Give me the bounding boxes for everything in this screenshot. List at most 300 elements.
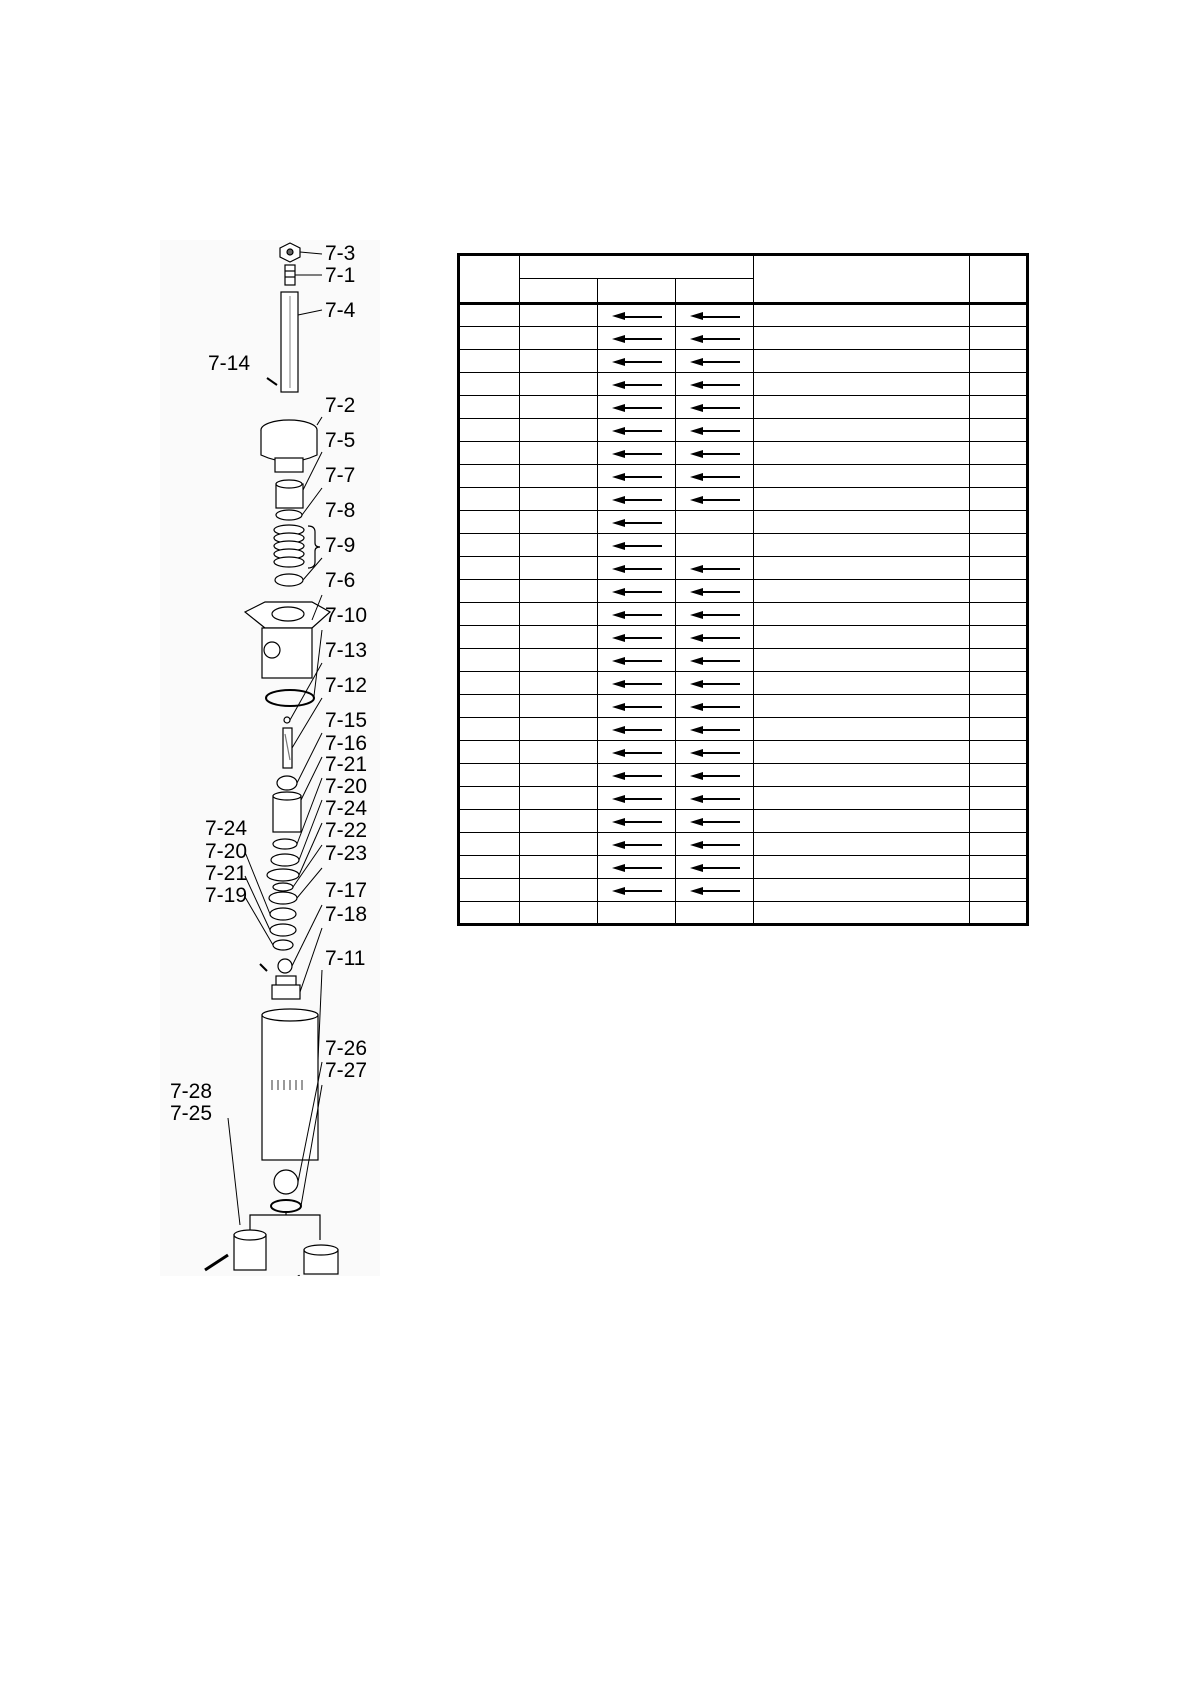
- left-arrow-icon: [690, 611, 740, 620]
- cell-col2: [519, 649, 597, 672]
- callout-label: 7-19: [205, 884, 248, 907]
- cell-col1: [459, 396, 520, 419]
- cell-col4: [676, 741, 754, 764]
- left-arrow-icon: [612, 772, 662, 781]
- callout-label: 7-18: [325, 903, 368, 926]
- cell-col3: [598, 396, 676, 419]
- table-row: [459, 810, 1028, 833]
- callout-label: 7-10: [325, 604, 368, 627]
- table-row: [459, 327, 1028, 350]
- ring-7-23: [269, 892, 297, 904]
- cell-col2: [519, 465, 597, 488]
- left-arrow-icon: [690, 749, 740, 758]
- cell-col1: [459, 488, 520, 511]
- exploded-parts-diagram: [160, 240, 380, 1276]
- cell-col2: [519, 534, 597, 557]
- callout-label: 7-6: [325, 569, 356, 592]
- cell-col4: [676, 695, 754, 718]
- callout-label: 7-17: [325, 879, 368, 902]
- cell-qty: [970, 833, 1028, 856]
- left-arrow-icon: [690, 496, 740, 505]
- left-arrow-icon: [612, 680, 662, 689]
- table-row: [459, 350, 1028, 373]
- header-sub3: [676, 279, 754, 304]
- left-arrow-icon: [690, 427, 740, 436]
- cell-col2: [519, 557, 597, 580]
- left-arrow-icon: [690, 358, 740, 367]
- cell-qty: [970, 511, 1028, 534]
- cell-col3: [598, 557, 676, 580]
- cell-description: [754, 810, 970, 833]
- cell-col4: [676, 419, 754, 442]
- cell-qty: [970, 304, 1028, 327]
- callout-label: 7-8: [325, 499, 356, 522]
- cell-qty: [970, 856, 1028, 879]
- header-sub2: [598, 279, 676, 304]
- cell-qty: [970, 902, 1028, 925]
- cell-col2: [519, 327, 597, 350]
- cell-col2: [519, 741, 597, 764]
- cell-col1: [459, 327, 520, 350]
- callout-label: 7-22: [325, 819, 368, 842]
- cell-col3: [598, 718, 676, 741]
- cell-col2: [519, 304, 597, 327]
- cell-col3: [598, 902, 676, 925]
- cell-col4: [676, 810, 754, 833]
- header-col1: [459, 255, 520, 304]
- cell-col4: [676, 534, 754, 557]
- cell-col1: [459, 879, 520, 902]
- left-arrow-icon: [612, 726, 662, 735]
- table-header-row-top: [459, 255, 1028, 279]
- cell-qty: [970, 810, 1028, 833]
- left-arrow-icon: [690, 565, 740, 574]
- left-arrow-icon: [612, 381, 662, 390]
- cap-thread: [275, 458, 303, 472]
- ring-7-20b: [270, 924, 296, 936]
- header-description: [754, 255, 970, 304]
- cell-col2: [519, 856, 597, 879]
- left-arrow-icon: [612, 611, 662, 620]
- table-row: [459, 718, 1028, 741]
- left-arrow-icon: [690, 703, 740, 712]
- callout-label: 7-16: [325, 732, 368, 755]
- cell-col1: [459, 580, 520, 603]
- cell-description: [754, 695, 970, 718]
- cell-col1: [459, 718, 520, 741]
- cell-description: [754, 488, 970, 511]
- table-body: [459, 304, 1028, 925]
- cell-col3: [598, 419, 676, 442]
- ring-7-24b: [270, 908, 296, 920]
- callout-label: 7-13: [325, 639, 368, 662]
- table-row: [459, 902, 1028, 925]
- callout-label: 7-11: [325, 947, 366, 970]
- callout-label: 7-27: [325, 1059, 368, 1082]
- callout-label: 7-3: [325, 242, 356, 265]
- cell-col2: [519, 810, 597, 833]
- washer-part: [276, 510, 302, 520]
- cell-col4: [676, 879, 754, 902]
- cell-col1: [459, 626, 520, 649]
- cell-col1: [459, 672, 520, 695]
- cell-col3: [598, 695, 676, 718]
- header-group: [519, 255, 753, 279]
- table-row: [459, 419, 1028, 442]
- cell-col1: [459, 534, 520, 557]
- left-arrow-icon: [690, 404, 740, 413]
- header-qty: [970, 255, 1028, 304]
- cell-col1: [459, 741, 520, 764]
- ball-7-17: [278, 959, 292, 973]
- cell-qty: [970, 350, 1028, 373]
- stem-tip-part: [285, 265, 295, 285]
- cell-description: [754, 373, 970, 396]
- callout-label: 7-23: [325, 842, 368, 865]
- left-arrow-icon: [612, 634, 662, 643]
- cell-qty: [970, 488, 1028, 511]
- cell-col2: [519, 350, 597, 373]
- cell-col4: [676, 672, 754, 695]
- left-arrow-icon: [690, 795, 740, 804]
- callout-label: 7-7: [325, 464, 356, 487]
- cell-col3: [598, 856, 676, 879]
- left-arrow-icon: [690, 634, 740, 643]
- cell-col4: [676, 557, 754, 580]
- cell-col4: [676, 465, 754, 488]
- table-row: [459, 856, 1028, 879]
- table-row: [459, 764, 1028, 787]
- left-arrow-icon: [612, 841, 662, 850]
- cell-description: [754, 879, 970, 902]
- cell-col3: [598, 511, 676, 534]
- cell-col3: [598, 879, 676, 902]
- cell-col2: [519, 672, 597, 695]
- cell-description: [754, 833, 970, 856]
- cell-col2: [519, 626, 597, 649]
- cell-col3: [598, 649, 676, 672]
- left-arrow-icon: [612, 542, 662, 551]
- cell-col4: [676, 718, 754, 741]
- cell-col2: [519, 511, 597, 534]
- cell-col4: [676, 649, 754, 672]
- cell-qty: [970, 718, 1028, 741]
- left-arrow-icon: [612, 565, 662, 574]
- table-row: [459, 580, 1028, 603]
- cell-qty: [970, 879, 1028, 902]
- ball-part: [284, 717, 290, 723]
- cell-qty: [970, 764, 1028, 787]
- cell-col4: [676, 350, 754, 373]
- left-arrow-icon: [612, 404, 662, 413]
- cell-description: [754, 327, 970, 350]
- cell-col2: [519, 580, 597, 603]
- left-arrow-icon: [612, 358, 662, 367]
- cell-col4: [676, 304, 754, 327]
- cell-col1: [459, 603, 520, 626]
- cell-col3: [598, 465, 676, 488]
- left-arrow-icon: [612, 519, 662, 528]
- small-nut-part: [277, 776, 297, 790]
- left-arrow-icon: [690, 450, 740, 459]
- ring-7-21: [273, 839, 297, 849]
- cell-col4: [676, 580, 754, 603]
- left-arrow-icon: [612, 864, 662, 873]
- table-row: [459, 626, 1028, 649]
- cell-col1: [459, 373, 520, 396]
- cell-col1: [459, 350, 520, 373]
- cell-col4: [676, 603, 754, 626]
- cell-col1: [459, 902, 520, 925]
- cell-col2: [519, 718, 597, 741]
- table-row: [459, 833, 1028, 856]
- cell-description: [754, 856, 970, 879]
- left-arrow-icon: [690, 381, 740, 390]
- cylinder-part: [273, 796, 301, 832]
- table-row: [459, 396, 1028, 419]
- table-row: [459, 879, 1028, 902]
- table-row: [459, 304, 1028, 327]
- left-arrow-icon: [690, 864, 740, 873]
- cell-col1: [459, 764, 520, 787]
- cell-col1: [459, 304, 520, 327]
- cell-qty: [970, 695, 1028, 718]
- cell-description: [754, 649, 970, 672]
- callout-label: 7-2: [325, 394, 356, 417]
- cell-col2: [519, 764, 597, 787]
- cell-description: [754, 672, 970, 695]
- cell-description: [754, 787, 970, 810]
- table-row: [459, 741, 1028, 764]
- cell-description: [754, 603, 970, 626]
- table-row: [459, 511, 1028, 534]
- cell-col3: [598, 833, 676, 856]
- cell-qty: [970, 603, 1028, 626]
- cell-col1: [459, 442, 520, 465]
- callout-label: 7-21: [205, 862, 248, 885]
- left-arrow-icon: [690, 657, 740, 666]
- cell-col4: [676, 442, 754, 465]
- left-arrow-icon: [612, 588, 662, 597]
- cap-part: [261, 430, 317, 462]
- cell-col4: [676, 787, 754, 810]
- cell-col1: [459, 856, 520, 879]
- cell-col3: [598, 488, 676, 511]
- ring-part: [275, 574, 303, 586]
- cell-col2: [519, 603, 597, 626]
- cell-description: [754, 741, 970, 764]
- cell-col3: [598, 787, 676, 810]
- cell-qty: [970, 580, 1028, 603]
- left-arrow-icon: [612, 703, 662, 712]
- cell-description: [754, 557, 970, 580]
- left-arrow-icon: [690, 887, 740, 896]
- cell-qty: [970, 465, 1028, 488]
- left-arrow-icon: [690, 841, 740, 850]
- cell-description: [754, 580, 970, 603]
- left-arrow-icon: [690, 680, 740, 689]
- cell-col3: [598, 626, 676, 649]
- callout-label: 7-9: [325, 534, 356, 557]
- cell-qty: [970, 557, 1028, 580]
- cell-description: [754, 442, 970, 465]
- cell-qty: [970, 327, 1028, 350]
- cell-col2: [519, 442, 597, 465]
- cell-col3: [598, 580, 676, 603]
- cell-col4: [676, 327, 754, 350]
- cell-col4: [676, 373, 754, 396]
- cell-description: [754, 350, 970, 373]
- cell-col4: [676, 764, 754, 787]
- table-row: [459, 787, 1028, 810]
- ring-7-24: [267, 869, 299, 881]
- left-arrow-icon: [690, 588, 740, 597]
- cell-col2: [519, 695, 597, 718]
- left-arrow-icon: [612, 657, 662, 666]
- ball-7-26: [274, 1170, 298, 1194]
- callout-label: 7-1: [325, 264, 356, 287]
- cell-col3: [598, 603, 676, 626]
- callout-label: 7-26: [325, 1037, 368, 1060]
- callout-label: 7-28: [170, 1080, 213, 1103]
- table-row: [459, 488, 1028, 511]
- left-arrow-icon: [612, 312, 662, 321]
- cell-qty: [970, 442, 1028, 465]
- cell-description: [754, 626, 970, 649]
- callout-label: 7-24: [325, 797, 368, 820]
- cell-col2: [519, 396, 597, 419]
- cell-description: [754, 511, 970, 534]
- cell-col2: [519, 879, 597, 902]
- left-arrow-icon: [612, 496, 662, 505]
- cell-qty: [970, 534, 1028, 557]
- callout-label: 7-5: [325, 429, 356, 452]
- cell-col4: [676, 396, 754, 419]
- table-row: [459, 695, 1028, 718]
- left-arrow-icon: [690, 312, 740, 321]
- table-row: [459, 465, 1028, 488]
- cell-col3: [598, 764, 676, 787]
- callout-label: 7-12: [325, 674, 368, 697]
- cell-col3: [598, 534, 676, 557]
- callout-label: 7-25: [170, 1102, 213, 1125]
- cell-qty: [970, 419, 1028, 442]
- left-arrow-icon: [612, 450, 662, 459]
- parts-list-table-container: [457, 253, 1029, 989]
- ring-7-21b: [273, 940, 293, 950]
- cell-col1: [459, 465, 520, 488]
- cell-col3: [598, 327, 676, 350]
- table-row: [459, 373, 1028, 396]
- cell-col3: [598, 672, 676, 695]
- cell-col1: [459, 557, 520, 580]
- callout-label: 7-20: [325, 775, 368, 798]
- table-row: [459, 442, 1028, 465]
- cell-col1: [459, 833, 520, 856]
- cell-col3: [598, 741, 676, 764]
- left-arrow-icon: [612, 473, 662, 482]
- callout-label: 7-15: [325, 709, 368, 732]
- left-arrow-icon: [612, 887, 662, 896]
- table-row: [459, 603, 1028, 626]
- cell-col1: [459, 419, 520, 442]
- cell-col2: [519, 833, 597, 856]
- cell-qty: [970, 373, 1028, 396]
- ring-7-20: [271, 854, 299, 866]
- cell-description: [754, 465, 970, 488]
- cell-description: [754, 764, 970, 787]
- left-arrow-icon: [690, 473, 740, 482]
- cell-col1: [459, 511, 520, 534]
- left-arrow-icon: [690, 772, 740, 781]
- cell-col4: [676, 511, 754, 534]
- cell-qty: [970, 787, 1028, 810]
- left-arrow-icon: [612, 427, 662, 436]
- cell-col2: [519, 787, 597, 810]
- header-sub1: [519, 279, 597, 304]
- exploded-view-drawing: [160, 240, 380, 1276]
- cell-col1: [459, 787, 520, 810]
- cell-description: [754, 304, 970, 327]
- callout-label: 7-20: [205, 840, 248, 863]
- cell-col3: [598, 442, 676, 465]
- cell-qty: [970, 649, 1028, 672]
- table-row: [459, 649, 1028, 672]
- cell-col3: [598, 810, 676, 833]
- cell-col2: [519, 902, 597, 925]
- table-row: [459, 534, 1028, 557]
- cell-qty: [970, 672, 1028, 695]
- cell-col4: [676, 902, 754, 925]
- callout-label: 7-24: [205, 817, 248, 840]
- cell-col4: [676, 488, 754, 511]
- cell-qty: [970, 396, 1028, 419]
- parts-list-table: [457, 253, 1029, 926]
- cell-description: [754, 718, 970, 741]
- left-arrow-icon: [612, 749, 662, 758]
- cell-description: [754, 902, 970, 925]
- left-arrow-icon: [612, 818, 662, 827]
- cell-description: [754, 396, 970, 419]
- cell-qty: [970, 741, 1028, 764]
- packing-stack-part: [274, 525, 304, 567]
- left-arrow-icon: [612, 795, 662, 804]
- cell-col2: [519, 488, 597, 511]
- cell-col4: [676, 856, 754, 879]
- left-arrow-icon: [612, 335, 662, 344]
- callout-label: 7-21: [325, 753, 368, 776]
- cell-col1: [459, 810, 520, 833]
- callout-label: 7-4: [325, 299, 356, 322]
- cell-description: [754, 534, 970, 557]
- left-arrow-icon: [690, 726, 740, 735]
- cell-col1: [459, 649, 520, 672]
- cell-description: [754, 419, 970, 442]
- ring-7-22: [273, 883, 293, 891]
- left-arrow-icon: [690, 335, 740, 344]
- cell-col3: [598, 304, 676, 327]
- table-row: [459, 672, 1028, 695]
- cell-col2: [519, 419, 597, 442]
- nut-hole: [287, 249, 293, 255]
- cell-col4: [676, 833, 754, 856]
- cell-col2: [519, 373, 597, 396]
- cell-col3: [598, 373, 676, 396]
- table-row: [459, 557, 1028, 580]
- cell-col3: [598, 350, 676, 373]
- cell-col1: [459, 695, 520, 718]
- cell-col4: [676, 626, 754, 649]
